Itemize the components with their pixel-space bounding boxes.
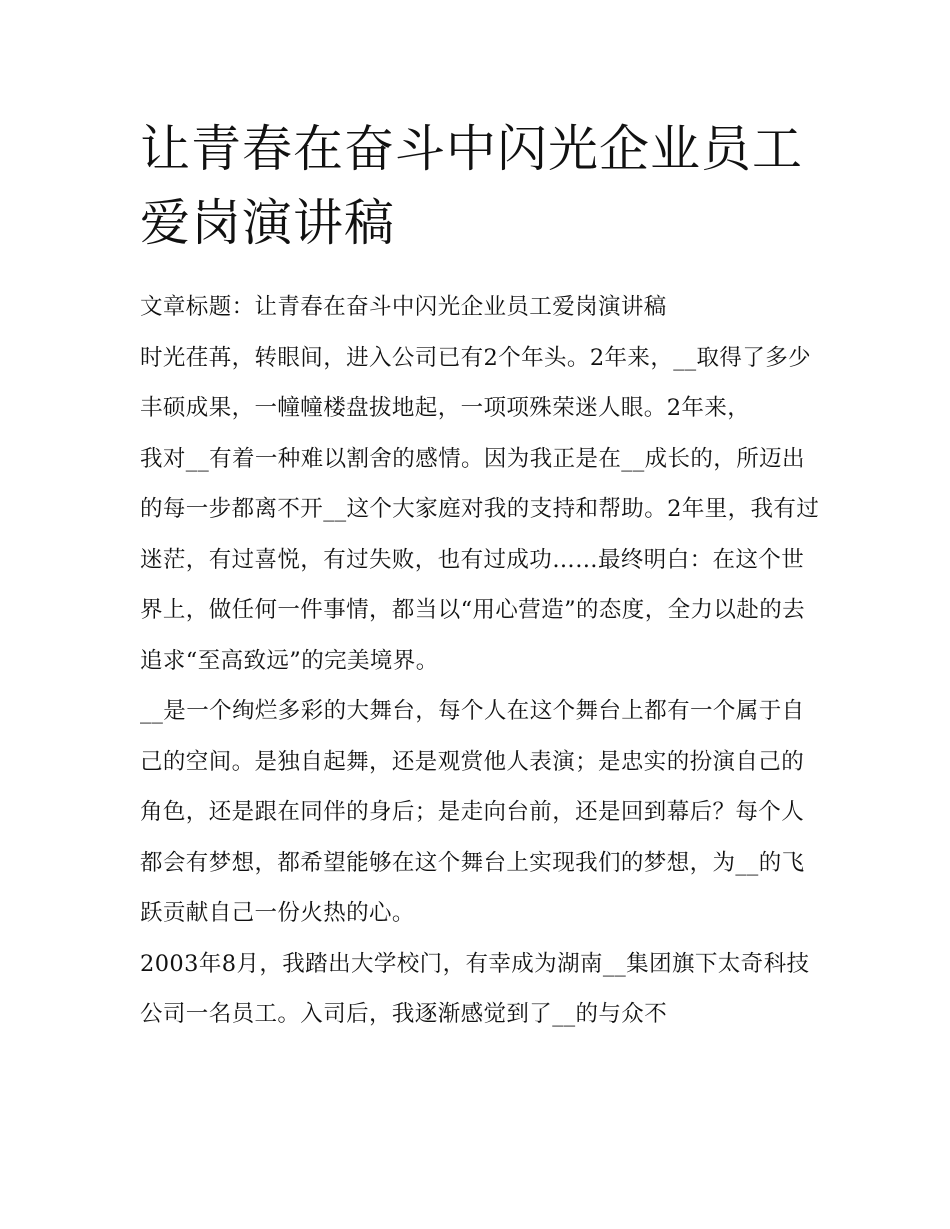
paragraph: 我对__有着一种难以割舍的感情。因为我正是在__成长的，所迈出的每一步都离不开__这个大家庭对我的支持和帮助。2年里，我有过迷茫，有过喜悦，有过失败，也有过成功……最终明白：在这个世界上，做任何一件事情，都当以“用心营造”的态度，全力以赴的去追求“至高致远”的完美境界。 [140,445,820,674]
paragraph: __是一个绚烂多彩的大舞台，每个人在这个舞台上都有一个属于自己的空间。是独自起舞，还是观赏他人表演；是忠实的扮演自己的角色，还是跟在同伴的身后；是走向台前，还是回到幕后？每个人都会有梦想，都希望能够在这个舞台上实现我们的梦想，为__的飞跃贡献自己一份火热的心。 [140,698,805,926]
paragraph: 时光荏苒，转眼间，进入公司已有2个年头。2年来，__取得了多少丰硕成果，一幢幢楼盘拔地起，一项项殊荣迷人眼。2年来， [140,344,812,421]
document-title: 让青春在奋斗中闪光企业员工爱岗演讲稿 [140,120,803,252]
document-page [140,112,820,1040]
article-title-line: 文章标题：让青春在奋斗中闪光企业员工爱岗演讲稿 [140,294,667,320]
document-body [140,282,820,1040]
paragraph: 2003年8月，我踏出大学校门，有幸成为湖南__集团旗下太奇科技公司一名员工。入司后，我逐渐感觉到了__的与众不 [140,950,810,1027]
